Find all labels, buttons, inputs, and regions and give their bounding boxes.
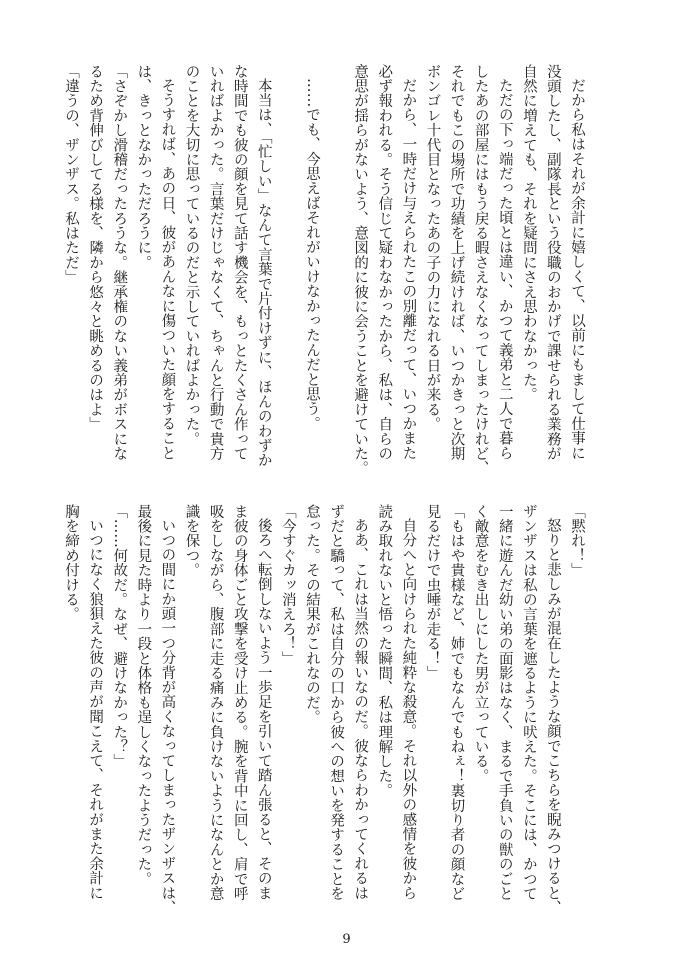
text-line: いればよかった。言葉だけじゃなくて、ちゃんと行動で貴方	[207, 64, 224, 461]
text-line: く敵意をむき出しにした男が立っている。	[472, 504, 489, 784]
text-line: 「違うの、ザンザス。私はただ」	[63, 64, 80, 285]
text-line: 吸をしながら、腹部に走る痛みに負けないようになんとか意	[207, 504, 224, 901]
text-line: 「さぞかし滑稽だったろうな。継承権のない義弟がボスにな	[111, 64, 128, 461]
text-line: そうすれば、あの日、彼があんなに傷ついた顔をすること	[159, 78, 176, 461]
blank-line	[324, 64, 348, 484]
upper-text-block	[63, 64, 589, 484]
text-line: 自然に増えても、それを疑問にさえ思わなかった。	[520, 64, 537, 403]
text-line: だから私はそれが余計に嬉しくて、以前にもまして仕事に	[569, 78, 585, 461]
text-line: したあの部屋にはもう戻る暇さえなくなってしまったけれど、	[472, 64, 489, 476]
text-line: ボンゴレ十代目となったあの子の力になれる日が来る。	[424, 64, 441, 432]
text-line: ただの下っ端だった頃とは違い、かつて義弟と二人で暮ら	[496, 78, 513, 461]
text-line: 胸を締め付ける。	[63, 504, 80, 622]
text-line: 読み取れないと悟った瞬間、私は理解した。	[376, 504, 393, 798]
text-line: 本当は、「忙しい」なんて言葉で片付けずに、ほんのわずか	[255, 78, 272, 468]
text-line: 「もはや貴様など、姉でもなんでもねぇ！裏切り者の顔など	[448, 504, 465, 901]
text-line: 一緒に遊んだ幼い弟の面影はなく、まるで手負いの獣のごと	[496, 504, 513, 901]
text-line: 識を保つ。	[183, 504, 200, 578]
text-line: 「黙れ！」	[569, 504, 585, 578]
blank-line	[276, 64, 300, 484]
text-line: いつの間にか頭一つ分背が高くなってしまったザンザスは、	[159, 518, 176, 915]
text-line: 見るだけで虫唾が走る！」	[424, 504, 441, 681]
page-number: 9	[342, 932, 351, 947]
text-line: いつになく狼狽えた彼の声が聞こえて、それがまた余計に	[87, 518, 104, 901]
text-line: ま彼の身体ごと攻撃を受け止める。腕を背中に回し、肩で呼	[231, 504, 248, 901]
text-line: 怠った。その結果がこれなのだ。	[303, 504, 320, 725]
text-line: 「今すぐカッ消えろ！」	[279, 504, 296, 666]
text-line: 意思が揺らがないよう、意図的に彼に会うことを避けていた。	[352, 64, 369, 476]
text-line: ザンザスは私の言葉を遮るように吠えた。そこには、かつて	[520, 504, 537, 901]
text-line: は、きっとなかっただろうに。	[135, 64, 152, 270]
text-line: 没頭したし、副隊長という役職のおかげで課せられる業務が	[544, 64, 561, 461]
text-line: のことを大切に思っているのだと示していればよかった。	[183, 64, 200, 447]
text-line: ずだと驕って、私は自分の口から彼への想いを発することを	[328, 504, 345, 901]
text-line: ああ、これは当然の報いなのだ。彼ならわかってくれるは	[352, 518, 369, 901]
text-line: るため背伸びしてる様を、隣から悠々と眺めるのはよ」	[87, 64, 104, 432]
text-line: な時間でも彼の顔を見て話す機会を、もっとたくさん作って	[231, 64, 248, 461]
text-line: 最後に見た時より一段と体格も逞しくなったようだった。	[135, 504, 152, 887]
text-line: 後ろへ転倒しないよう一歩足を引いて踏ん張ると、そのま	[255, 518, 272, 901]
lower-text-block	[63, 504, 589, 924]
text-line: 必ず報われる。そう信じて疑わなかったから、私は、自らの	[376, 64, 393, 461]
text-line: それでもこの場所で功績を上げ続ければ、いつかきっと次期	[448, 64, 465, 461]
text-line: 自分へと向けられた純粋な殺意。それ以外の感情を彼から	[400, 518, 417, 901]
text-line: だから、一時だけ与えられたこの別離だって、いつかまた	[400, 78, 417, 461]
text-line: 怒りと悲しみが混在したような顔でこちらを睨みつけると、	[544, 518, 561, 915]
text-line: ……でも、今思えばそれがいけなかったんだと思う。	[303, 78, 320, 431]
text-line: 「……何故だ。なぜ、避けなかった？」	[111, 504, 128, 769]
